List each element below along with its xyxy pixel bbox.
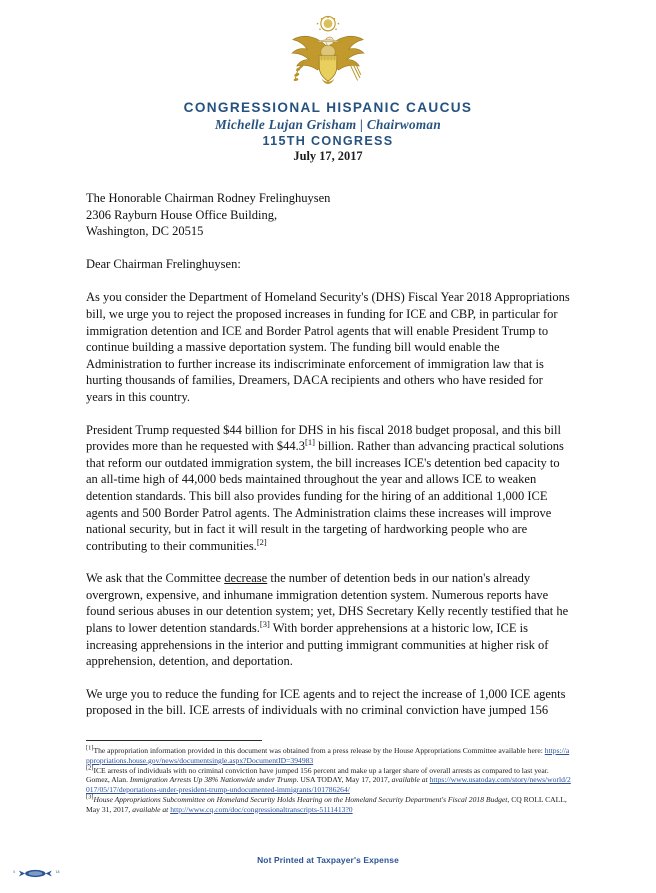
chairwoman-line: Michelle Lujan Grisham | Chairwoman [215, 116, 441, 132]
paragraph-4: We urge you to reduce the funding for ICE agents and to reject the increase of 1,000 ICE agents proposed in the bill. ICE arrests of individuals with no criminal conviction have jumped 156 [86, 686, 566, 718]
footnote-2 [86, 766, 572, 795]
paragraph-2 [86, 422, 572, 555]
paragraph-2-part-b: billion. Rather than advancing practical solutions that reform our outdated immigration system, the bill increases ICE's detention bed capacity to an all-time high of 44,000 beds maintained throughout the year and allows ICE to weaken detention standards. This bill also provides funding for the hiring of an additional 1,000 ICE agents and 500 Border Patrol agents. The Administration claims these increases will improve national security, but in fact it will result in the targeting of hardworking people who are contributing to their communities. [86, 439, 564, 553]
congress-number: 115TH CONGRESS [262, 133, 394, 148]
footnotes-section [86, 746, 572, 815]
footnote-1 [86, 746, 572, 765]
letter-date: July 17, 2017 [293, 148, 363, 163]
footnote-ref-1[interactable]: [1] [305, 436, 315, 447]
footnote-ref-3[interactable]: [3] [259, 618, 270, 629]
page-footer [0, 855, 656, 879]
paragraph-3-part-b: the number of detention beds in our nation's already overgrown, expensive, and inhumane immigration detention system. Numerous reports have found serious abuses in our detention system; yet, DHS Secretary Kelly recently testified that he plans to lower detention standards. [86, 571, 569, 636]
footnote-3-marker: [3] [86, 793, 94, 801]
recipient-name: The Honorable Chairman Rodney Frelinghuysen [86, 191, 331, 205]
footnote-2-marker: [2] [86, 764, 94, 772]
footnote-3-hearing-title: House Appropriations Subcommittee on Homeland Security Holds Hearing on the Homeland Security Department's Fiscal 2018 Budget [93, 794, 508, 804]
recipient-city-state-zip: Washington, DC 20515 [86, 224, 204, 239]
footnote-1-marker: [1] [86, 744, 94, 752]
footnote-2-available-at: available at [391, 775, 428, 785]
footnote-1-text: The appropriation information provided in this document was obtained from a press release by the House Appropriations Committee available here: [93, 746, 545, 755]
footnote-separator-rule [86, 740, 262, 741]
recipient-address [86, 190, 572, 240]
footnote-2-text-a: ICE arrests of individuals with no criminal conviction have jumped 156 percent and make up a larger share of overall arrests as compared to last year. Gomez, Alan. [86, 765, 549, 785]
letterhead [0, 0, 656, 164]
letter-body [86, 190, 572, 732]
footnote-2-link[interactable]: https://www.usatoday.com/story/news/world/2017/05/17/deportations-under-president-trump-undocumented-immigrants/101786264/ [86, 775, 571, 794]
union-bug-printers-label-icon [0, 868, 71, 879]
paragraph-3-part-a: We ask that the Committee [86, 571, 225, 586]
footnote-ref-2[interactable]: [2] [256, 536, 267, 547]
footnote-3 [86, 795, 572, 814]
paragraph-3-part-c: With border apprehensions at a historic low, ICE is increasing apprehensions in the interior and putting immigrant communities at higher risk of apprehension, detention, and deportation. [86, 621, 549, 669]
paragraph-3 [86, 570, 572, 670]
svg-text:0: 0 [13, 870, 16, 875]
svg-text:18: 18 [55, 870, 60, 875]
recipient-street: 2306 Rayburn House Office Building, [86, 207, 278, 222]
us-great-seal-eagle-icon [280, 14, 376, 94]
footnote-3-available-at: available at [132, 804, 169, 814]
footnote-1-link[interactable]: https://appropriations.house.gov/news/documentsingle.aspx?DocumentID=394983 [86, 746, 570, 765]
organization-name: CONGRESSIONAL HISPANIC CAUCUS [183, 100, 473, 115]
footnote-3-text-a: , CQ ROLL CALL, May 31, 2017, [86, 794, 567, 814]
paragraph-1: As you consider the Department of Homeland Security's (DHS) Fiscal Year 2018 Appropriations bill, we urge you to reject the proposed increases in funding for ICE and CBP, in particular for immigration detention and ICE and Border Patrol agents that will enable President Trump to continue building a massive deportation system. The funding bill would enable the Administration to further increase its indiscriminate enforcement of immigration law that is hurting thousands of families, Dreamers, DACA recipients and others who have resided for years in this country. [86, 290, 570, 404]
emphasis-decrease: decrease [224, 571, 268, 586]
footnote-2-article-title: Immigration Arrests Up 38% Nationwide under Trump [129, 775, 297, 785]
footnote-3-link[interactable]: http://www.cq.com/doc/congressionaltranscripts-5111413?0 [170, 804, 353, 814]
footer-notice: Not Printed at Taxpayer's Expense [257, 855, 399, 865]
paragraph-2-part-a: President Trump requested $44 billion for DHS in his fiscal 2018 budget proposal, and this bill provides more than he requested with $44.3 [86, 422, 561, 454]
footnote-2-text-b: . USA TODAY, May 17, 2017, [296, 775, 392, 785]
salutation: Dear Chairman Frelinghuysen: [86, 256, 241, 271]
